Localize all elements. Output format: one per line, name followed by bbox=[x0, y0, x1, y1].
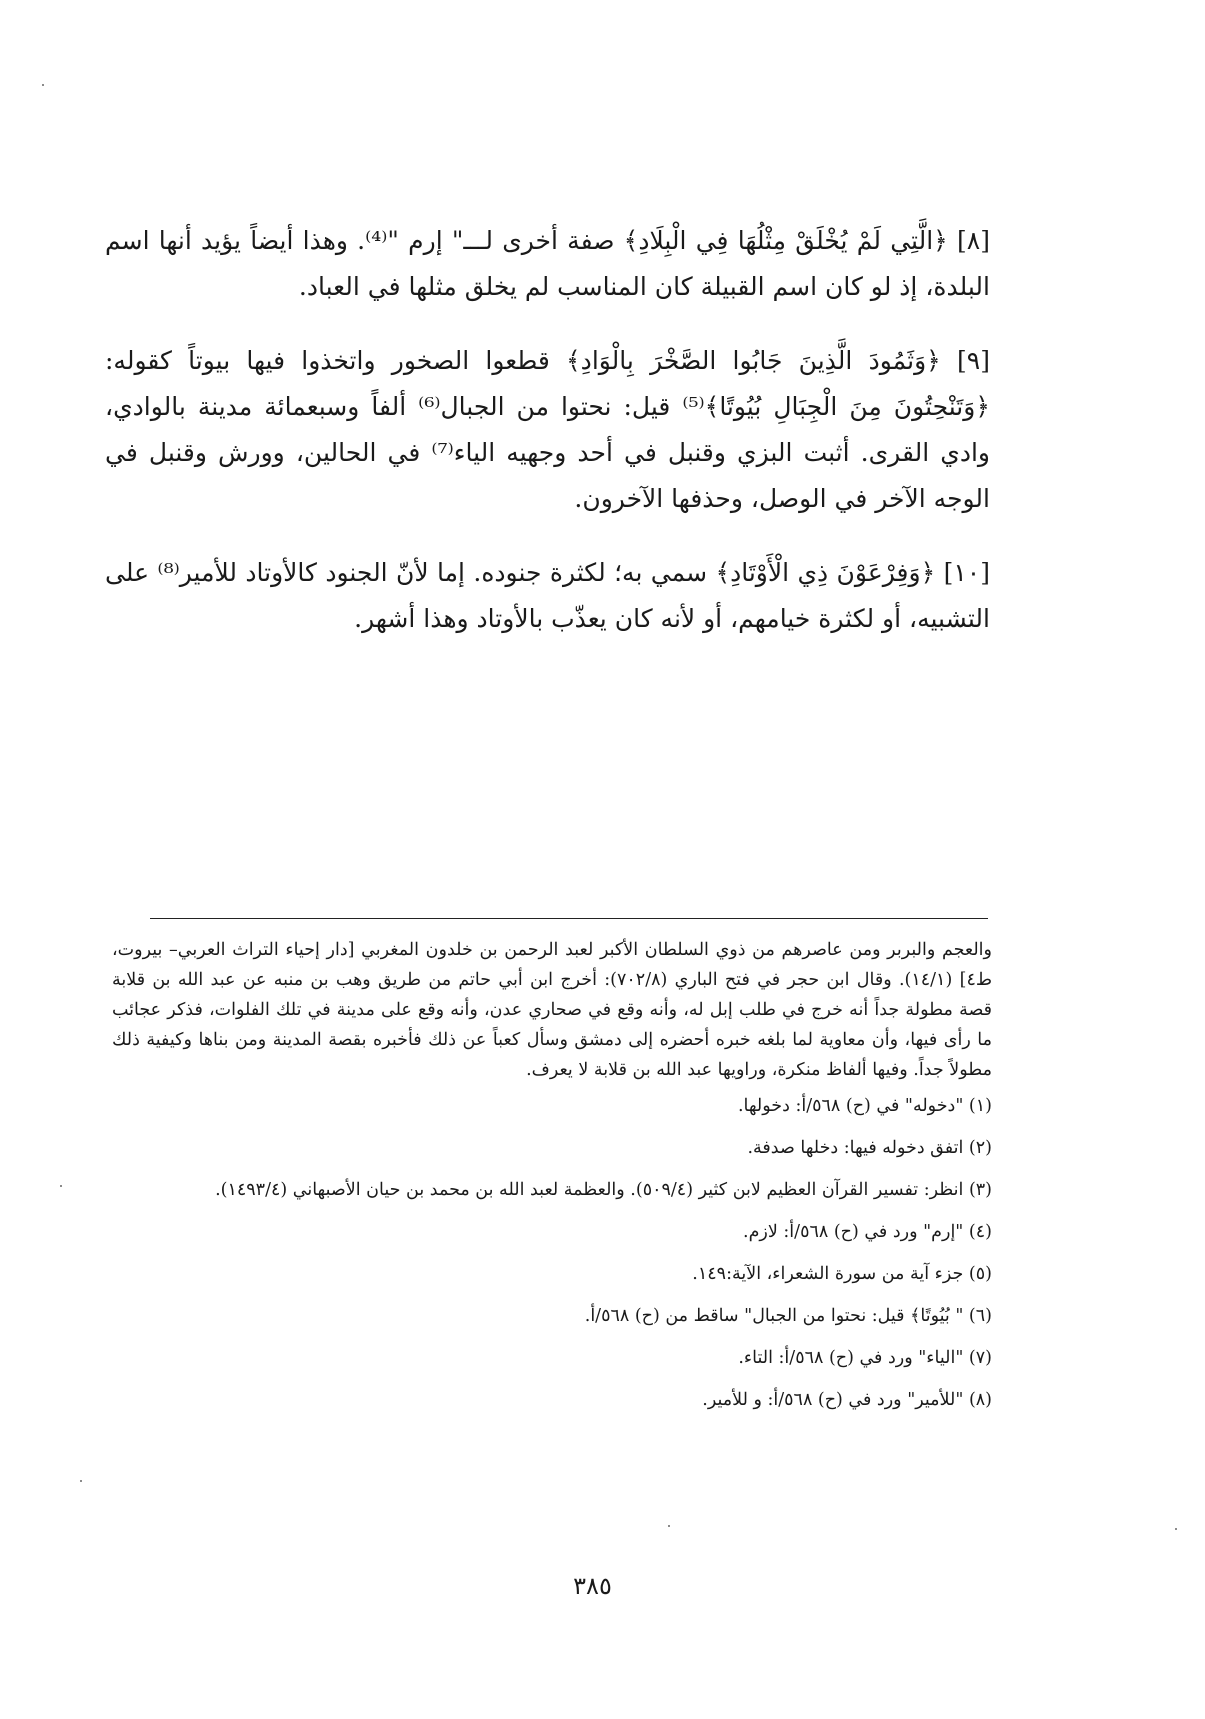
footnotes bbox=[112, 935, 992, 1427]
scan-speck bbox=[1175, 1528, 1177, 1530]
footnote-1: (١) "دخوله" في (ح) ٥٦٨/أ: دخولها. bbox=[737, 1096, 992, 1116]
footnote-4: (٤) "إرم" ورد في (ح) ٥٦٨/أ: لازم. bbox=[743, 1222, 992, 1242]
footnote-5: (٥) جزء آية من سورة الشعراء، الآية:١٤٩. bbox=[692, 1264, 992, 1284]
scan-speck bbox=[42, 84, 44, 86]
footnote-8: (٨) "للأمير" ورد في (ح) ٥٦٨/أ: و للأمير. bbox=[702, 1390, 992, 1410]
footnote-6: (٦) " بُيُوتًا﴾ قيل: نحتوا من الجبال" ساقط من (ح) ٥٦٨/أ. bbox=[584, 1306, 992, 1326]
paragraph-verse-10: [١٠] ﴿وَفِرْعَوْنَ ذِي الْأَوْتَادِ﴾ سمي به؛ لكثرة جنوده. إما لأنّ الجنود كالأوتاد للأمير⁽⁸⁾ على التشبيه، أو لكثرة خيامهم، أو لأنه كان يعذّب بالأوتاد وهذا أشهر. bbox=[105, 558, 990, 633]
scan-speck bbox=[668, 1525, 670, 1527]
footnote-7: (٧) "الياء" ورد في (ح) ٥٦٨/أ: التاء. bbox=[738, 1348, 992, 1368]
footnote-separator bbox=[150, 918, 988, 919]
paragraph-verse-8: [٨] ﴿الَّتِي لَمْ يُخْلَقْ مِثْلُهَا فِي الْبِلَادِ﴾ صفة أخرى لـــ" إرم "⁽⁴⁾. وهذا أيضاً يؤيد أنها اسم البلدة، إذ لو كان اسم القبيلة كان المناسب لم يخلق مثلها في العباد. bbox=[105, 226, 990, 301]
page-number: ٣٨٥ bbox=[573, 1572, 612, 1600]
scan-speck bbox=[80, 1480, 82, 1482]
footnote-2: (٢) اتفق دخوله فيها: دخلها صدفة. bbox=[747, 1138, 992, 1158]
scan-speck bbox=[60, 1185, 62, 1187]
footnote-3: (٣) انظر: تفسير القرآن العظيم لابن كثير (٥٠٩/٤). والعظمة لعبد الله بن محمد بن حيان الأصبهاني (١٤٩٣/٤). bbox=[215, 1180, 992, 1200]
footnote-continuation: والعجم والبربر ومن عاصرهم من ذوي السلطان الأكبر لعبد الرحمن بن خلدون المغربي [دار إحياء التراث العربي– بيروت، ط٤] (١٤/١). وقال ابن حجر في فتح الباري (٧٠٢/٨): أخرج ابن أبي حاتم من طريق وهب بن منبه عن عبد الله بن قلابة قصة مطولة جداً أنه خرج في طلب إبل له، وأنه وقع في صحاري عدن، وأنه وقع على مدينة في تلك الفلوات، فذكر عجائب ما رأى فيها، وأن معاوية لما بلغه خبره أحضره إلى دمشق وسأل كعباً عن ذلك فأخبره بقصة المدينة ومن بناها وكيفية ذلك مطولاً جداً. وفيها ألفاظ منكرة، وراويها عبد الله بن قلابة لا يعرف. bbox=[112, 940, 993, 1080]
paragraph-verse-9: [٩] ﴿وَثَمُودَ الَّذِينَ جَابُوا الصَّخْرَ بِالْوَادِ﴾ قطعوا الصخور واتخذوا فيها بيوتاً كقوله: ﴿وَتَنْحِتُونَ مِنَ الْجِبَالِ بُيُوتًا﴾⁽⁵⁾ قيل: نحتوا من الجبال⁽⁶⁾ ألفاً وسبعمائة مدينة بالوادي، وادي القرى. أثبت البزي وقنبل في أحد وجهيه الياء⁽⁷⁾ في الحالين، وورش وقنبل في الوجه الآخر في الوصل، وحذفها الآخرون. bbox=[105, 346, 990, 513]
main-text bbox=[105, 218, 990, 670]
